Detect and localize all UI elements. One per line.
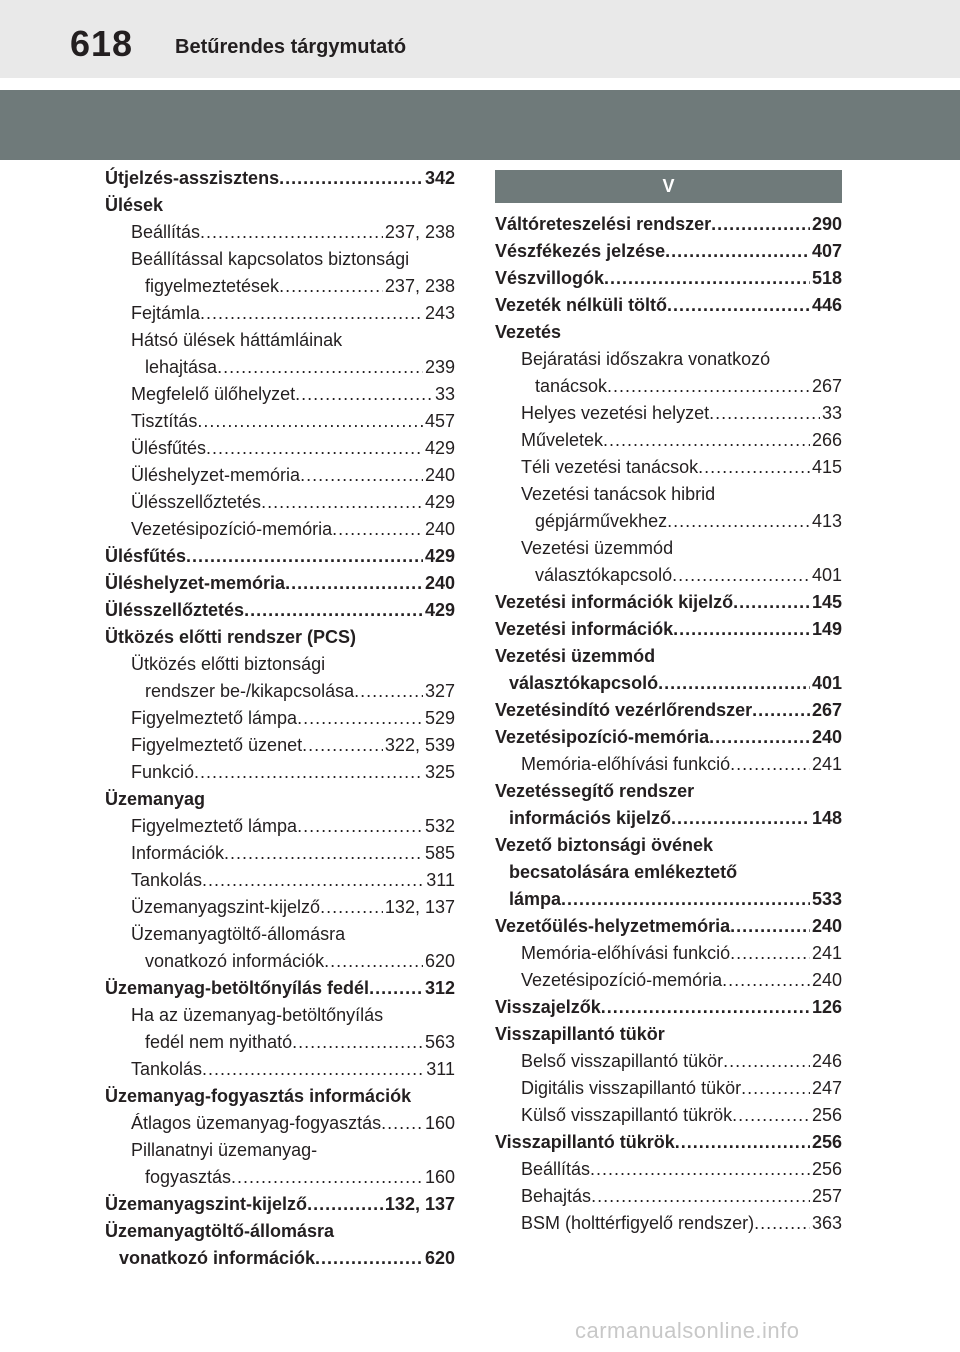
index-entry <box>495 913 842 940</box>
dot-leader <box>675 1129 810 1156</box>
entry-text: Vezetési üzemmód <box>521 538 674 558</box>
page-reference: 401 <box>811 565 842 585</box>
page-reference: 126 <box>811 997 842 1017</box>
index-entry <box>105 894 455 921</box>
entry-text: Információk <box>131 843 225 863</box>
dot-leader <box>292 1029 423 1056</box>
page-reference: 415 <box>811 457 842 477</box>
index-entry <box>495 535 842 589</box>
entry-text: Üzemanyag <box>105 789 206 809</box>
dot-leader <box>261 489 423 516</box>
index-entry <box>495 1210 842 1237</box>
index-entry <box>105 624 455 651</box>
dot-leader <box>307 1191 383 1218</box>
entry-text: Ütközés előtti biztonsági <box>131 654 326 674</box>
dot-leader <box>730 940 810 967</box>
index-entry <box>495 1129 842 1156</box>
page-reference: 160 <box>424 1167 455 1187</box>
entry-text: Vezetéssegítő rendszer <box>495 781 695 801</box>
page-reference: 256 <box>811 1132 842 1152</box>
entry-text: BSM (holttérfigyelő rendszer) <box>521 1213 755 1233</box>
entry-text: Váltóreteszelési rendszer <box>495 214 712 234</box>
entry-text: Memória-előhívási funkció <box>521 754 731 774</box>
page-reference: 243 <box>424 303 455 323</box>
entry-text: Üzemanyagtöltő-állomásra <box>131 924 346 944</box>
index-entry <box>495 589 842 616</box>
entry-text: Ülések <box>105 195 164 215</box>
index-entry <box>105 246 455 300</box>
index-column-left <box>105 165 455 1272</box>
entry-text: fedél nem nyitható <box>145 1032 293 1052</box>
index-entry <box>105 840 455 867</box>
entry-text: vonatkozó információk <box>119 1248 316 1268</box>
entry-text: Üzemanyagszint-kijelző <box>105 1194 308 1214</box>
page-reference: 148 <box>811 808 842 828</box>
entry-text: Fejtámla <box>131 303 201 323</box>
page-reference: 239 <box>424 357 455 377</box>
index-entry <box>105 651 455 705</box>
entry-text: Tisztítás <box>131 411 198 431</box>
index-entry <box>105 489 455 516</box>
entry-text: Pillanatnyi üzemanyag- <box>131 1140 318 1160</box>
dot-leader <box>186 543 423 570</box>
dot-leader <box>279 273 383 300</box>
index-entry <box>105 597 455 624</box>
dot-leader <box>194 759 423 786</box>
index-entry <box>105 1137 455 1191</box>
index-entry <box>495 697 842 724</box>
dot-leader <box>603 427 810 454</box>
dot-leader <box>723 1048 810 1075</box>
page-reference: 401 <box>811 673 842 693</box>
page-reference: 446 <box>811 295 842 315</box>
page-reference: 267 <box>811 376 842 396</box>
page-reference: 247 <box>811 1078 842 1098</box>
index-entry <box>495 616 842 643</box>
dot-leader <box>302 732 383 759</box>
index-entry <box>495 400 842 427</box>
page-reference: 149 <box>811 619 842 639</box>
entry-text: Vezetésipozíció-memória <box>131 519 333 539</box>
dot-leader <box>752 697 810 724</box>
entry-text: lehajtása <box>145 357 218 377</box>
index-entry <box>105 1002 455 1056</box>
dot-leader <box>658 670 810 697</box>
page-reference: 240 <box>811 727 842 747</box>
index-entry <box>495 967 842 994</box>
page-reference: 322, 539 <box>384 735 455 755</box>
index-entry <box>495 211 842 238</box>
index-entry <box>105 1083 455 1110</box>
entry-text: Belső visszapillantó tükör <box>521 1051 724 1071</box>
index-entry <box>105 1056 455 1083</box>
dot-leader <box>285 570 423 597</box>
index-entry <box>495 751 842 778</box>
index-entry <box>105 462 455 489</box>
dot-leader <box>297 813 423 840</box>
entry-text: Átlagos üzemanyag-fogyasztás <box>131 1113 382 1133</box>
entry-text: választókapcsoló <box>509 673 659 693</box>
page-reference: 429 <box>424 546 455 566</box>
dot-leader <box>709 400 820 427</box>
page-reference: 585 <box>424 843 455 863</box>
page-reference: 33 <box>821 403 842 423</box>
entry-text: Vészfékezés jelzése <box>495 241 666 261</box>
dot-leader <box>672 562 810 589</box>
page-reference: 312 <box>424 978 455 998</box>
entry-text: Útjelzés-asszisztens <box>105 168 280 188</box>
entry-text: Vezeték nélküli töltő <box>495 295 668 315</box>
entry-text: információs kijelző <box>509 808 672 828</box>
dot-leader <box>279 165 423 192</box>
dot-leader <box>591 1183 810 1210</box>
dot-leader <box>667 292 810 319</box>
page-reference: 240 <box>811 970 842 990</box>
entry-text: tanácsok <box>535 376 608 396</box>
dot-leader <box>601 994 810 1021</box>
page-reference: 290 <box>811 214 842 234</box>
entry-text: Külső visszapillantó tükrök <box>521 1105 733 1125</box>
index-entry <box>495 1156 842 1183</box>
index-entry <box>105 543 455 570</box>
entry-text: Üzemanyagtöltő-állomásra <box>105 1221 335 1241</box>
entry-text: becsatolására emlékeztető <box>509 862 738 882</box>
entry-text: vonatkozó információk <box>145 951 325 971</box>
entry-text: Műveletek <box>521 430 604 450</box>
index-entry <box>495 1102 842 1129</box>
page-reference: 413 <box>811 511 842 531</box>
page-reference: 256 <box>811 1159 842 1179</box>
index-entry <box>495 346 842 400</box>
entry-text: Helyes vezetési helyzet <box>521 403 710 423</box>
page-reference: 429 <box>424 438 455 458</box>
dot-leader <box>206 435 423 462</box>
index-entry <box>495 778 842 832</box>
dot-leader <box>202 1056 424 1083</box>
dot-leader <box>324 948 423 975</box>
dot-leader <box>730 751 810 778</box>
entry-text: Ütközés előtti rendszer (PCS) <box>105 627 357 647</box>
page-reference: 256 <box>811 1105 842 1125</box>
dot-leader <box>732 1102 810 1129</box>
index-entry <box>105 759 455 786</box>
index-entry <box>495 1021 842 1048</box>
dot-leader <box>711 211 810 238</box>
page-reference: 533 <box>811 889 842 909</box>
dot-leader <box>754 1210 810 1237</box>
index-entry <box>105 435 455 462</box>
index-entry <box>105 786 455 813</box>
dot-leader <box>200 300 423 327</box>
dot-leader <box>315 1245 423 1272</box>
entry-text: Vezetési üzemmód <box>495 646 656 666</box>
dot-leader <box>244 597 423 624</box>
index-entry <box>105 408 455 435</box>
index-entry <box>105 975 455 1002</box>
index-entry <box>495 292 842 319</box>
page-reference: 407 <box>811 241 842 261</box>
entry-text: Téli vezetési tanácsok <box>521 457 699 477</box>
entry-text: Üléshelyzet-memória <box>105 573 286 593</box>
index-entry <box>105 327 455 381</box>
index-entry <box>495 1075 842 1102</box>
entry-text: Ülésszellőztetés <box>105 600 245 620</box>
index-entry <box>105 516 455 543</box>
index-column-right <box>495 165 842 1237</box>
page-reference: 311 <box>426 870 455 890</box>
index-entry <box>105 165 455 192</box>
entry-text: gépjárművekhez <box>535 511 668 531</box>
dot-leader <box>197 408 423 435</box>
page-reference: 529 <box>424 708 455 728</box>
dot-leader <box>607 373 810 400</box>
entry-text: Üzemanyag-betöltőnyílás fedél <box>105 978 370 998</box>
entry-text: figyelmeztetések <box>145 276 280 296</box>
index-entry <box>495 994 842 1021</box>
entry-text: fogyasztás <box>145 1167 232 1187</box>
entry-text: Üzemanyagszint-kijelző <box>131 897 321 917</box>
entry-text: Bejáratási időszakra vonatkozó <box>521 349 771 369</box>
dot-leader <box>665 238 810 265</box>
entry-text: Beállítással kapcsolatos biztonsági <box>131 249 410 269</box>
entry-text: Ülésfűtés <box>131 438 207 458</box>
page-reference: 563 <box>424 1032 455 1052</box>
page-reference: 246 <box>811 1051 842 1071</box>
dot-leader <box>722 967 810 994</box>
page-reference: 266 <box>811 430 842 450</box>
entry-text: Tankolás <box>131 870 203 890</box>
page-reference: 241 <box>811 943 842 963</box>
entry-text: Vezető biztonsági övének <box>495 835 714 855</box>
index-entry <box>105 1110 455 1137</box>
entry-text: Funkció <box>131 762 195 782</box>
page-reference: 457 <box>424 411 455 431</box>
entry-text: Vezetés <box>495 322 562 342</box>
entry-text: Beállítás <box>521 1159 591 1179</box>
index-entry <box>105 705 455 732</box>
index-entry <box>105 381 455 408</box>
page-reference: 363 <box>811 1213 842 1233</box>
entry-text: Figyelmeztető lámpa <box>131 816 298 836</box>
header-band <box>0 90 960 160</box>
dot-leader <box>369 975 423 1002</box>
page-reference: 240 <box>424 519 455 539</box>
section-title: Betűrendes tárgymutató <box>175 36 407 58</box>
entry-text: Üzemanyag-fogyasztás információk <box>105 1086 412 1106</box>
index-entry <box>495 832 842 913</box>
index-entry <box>105 192 455 219</box>
entry-text: Ülésfűtés <box>105 546 187 566</box>
index-entry <box>105 813 455 840</box>
entry-text: Ha az üzemanyag-betöltőnyílás <box>131 1005 384 1025</box>
entry-text: választókapcsoló <box>535 565 673 585</box>
page-reference: 132, 137 <box>384 1194 455 1214</box>
dot-leader <box>297 705 423 732</box>
page-reference: 311 <box>426 1059 455 1079</box>
dot-leader <box>741 1075 810 1102</box>
entry-text: Visszapillantó tükrök <box>495 1132 675 1152</box>
index-entry <box>495 481 842 535</box>
page-reference: 429 <box>424 492 455 512</box>
dot-leader <box>561 886 810 913</box>
entry-text: Vezetésindító vezérlőrendszer <box>495 700 753 720</box>
dot-leader <box>300 462 423 489</box>
entry-text: Behajtás <box>521 1186 592 1206</box>
entry-text: Vezetési információk <box>495 619 674 639</box>
page-reference: 33 <box>434 384 455 404</box>
index-entry <box>495 724 842 751</box>
page-reference: 241 <box>811 754 842 774</box>
page-reference: 257 <box>811 1186 842 1206</box>
index-entry <box>105 921 455 975</box>
page-reference: 267 <box>811 700 842 720</box>
dot-leader <box>217 354 423 381</box>
index-entry <box>495 1183 842 1210</box>
entry-text: Vezetésipozíció-memória <box>495 727 710 747</box>
page-reference: 240 <box>424 465 455 485</box>
dot-leader <box>590 1156 810 1183</box>
entry-text: Figyelmeztető lámpa <box>131 708 298 728</box>
dot-leader <box>730 913 810 940</box>
entry-text: Visszajelzők <box>495 997 601 1017</box>
dot-leader <box>381 1110 423 1137</box>
entry-text: Digitális visszapillantó tükör <box>521 1078 742 1098</box>
dot-leader <box>332 516 423 543</box>
dot-leader <box>202 867 424 894</box>
entry-text: Ülésszellőztetés <box>131 492 262 512</box>
index-entry <box>495 643 842 697</box>
entry-text: Vezetési információk kijelző <box>495 592 734 612</box>
dot-leader <box>320 894 383 921</box>
index-entry <box>105 300 455 327</box>
dot-leader <box>698 454 810 481</box>
page-reference: 518 <box>811 268 842 288</box>
dot-leader <box>231 1164 423 1191</box>
footer-watermark: carmanualsonline.info <box>575 1318 800 1343</box>
page-reference: 160 <box>424 1113 455 1133</box>
dot-leader <box>709 724 810 751</box>
entry-text: Hátsó ülések háttámláinak <box>131 330 343 350</box>
index-entry <box>495 1048 842 1075</box>
index-entry <box>495 427 842 454</box>
dot-leader <box>224 840 423 867</box>
entry-text: Vezetési tanácsok hibrid <box>521 484 716 504</box>
entry-text: Vezetésipozíció-memória <box>521 970 723 990</box>
entry-text: rendszer be-/kikapcsolása <box>145 681 355 701</box>
page-reference: 325 <box>424 762 455 782</box>
index-entry <box>105 1191 455 1218</box>
page-reference: 327 <box>424 681 455 701</box>
page-reference: 532 <box>424 816 455 836</box>
index-entry <box>105 570 455 597</box>
header-bar <box>0 0 960 78</box>
page-reference: 237, 238 <box>384 222 455 242</box>
page-reference: 145 <box>811 592 842 612</box>
index-entry <box>495 319 842 346</box>
index-entry <box>105 732 455 759</box>
page-reference: 342 <box>424 168 455 188</box>
entry-text: Tankolás <box>131 1059 203 1079</box>
entry-text: Megfelelő ülőhelyzet <box>131 384 296 404</box>
entry-text: Beállítás <box>131 222 201 242</box>
index-entry <box>495 265 842 292</box>
index-entry <box>105 219 455 246</box>
dot-leader <box>673 616 810 643</box>
dot-leader <box>671 805 810 832</box>
page-reference: 240 <box>811 916 842 936</box>
entry-text: Üléshelyzet-memória <box>131 465 301 485</box>
index-entry <box>495 940 842 967</box>
dot-leader <box>733 589 810 616</box>
page-reference: 240 <box>424 573 455 593</box>
dot-leader <box>604 265 810 292</box>
page-number: 618 <box>70 23 134 64</box>
dot-leader <box>354 678 423 705</box>
index-entry <box>495 238 842 265</box>
page-reference: 620 <box>424 951 455 971</box>
index-entries-right <box>495 211 842 1237</box>
index-entry <box>105 867 455 894</box>
index-entry <box>495 454 842 481</box>
entry-text: lámpa <box>509 889 562 909</box>
entry-text: Vezetőülés-helyzetmemória <box>495 916 731 936</box>
page-reference: 237, 238 <box>384 276 455 296</box>
page-reference: 429 <box>424 600 455 620</box>
dot-leader <box>667 508 810 535</box>
entry-text: Memória-előhívási funkció <box>521 943 731 963</box>
entry-text: Visszapillantó tükör <box>495 1024 665 1044</box>
entry-text: Figyelmeztető üzenet <box>131 735 303 755</box>
page-reference: 620 <box>424 1248 455 1268</box>
dot-leader <box>200 219 383 246</box>
index-entry <box>105 1218 455 1272</box>
entry-text: Vészvillogók <box>495 268 605 288</box>
letter-header-v: V <box>495 170 842 203</box>
dot-leader <box>295 381 433 408</box>
page-reference: 132, 137 <box>384 897 455 917</box>
